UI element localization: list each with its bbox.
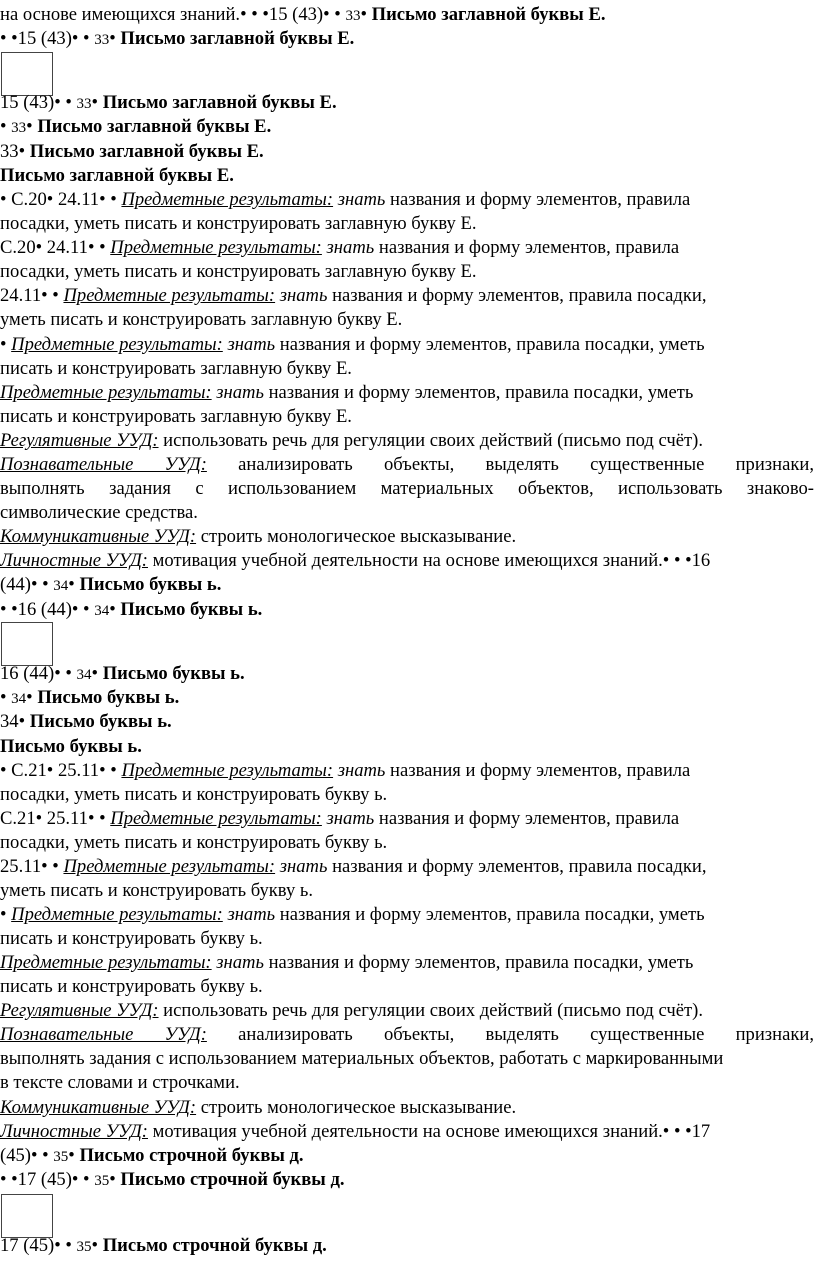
lesson-title: Письмо буквы ь. — [0, 736, 142, 757]
body-text: использовать речь для регуляции своих действий (письмо под счёт). — [158, 1000, 703, 1021]
paragraph-line — [0, 357, 352, 380]
body-text: посадки, уметь писать и конструировать букву ь. — [0, 832, 388, 853]
bullet: • — [91, 1235, 103, 1256]
lesson-title: Письмо буквы ь. — [29, 711, 172, 732]
body-text: строить монологическое высказывание. — [196, 1097, 517, 1118]
body-text: анализировать объекты, выделять существенные признаки, — [206, 1024, 814, 1045]
italic-word: знать — [216, 952, 264, 973]
prefix: • — [0, 904, 12, 925]
section-label: Познавательные УУД: — [0, 454, 207, 475]
body-text: названия и форму элементов, правила посадки, — [327, 285, 707, 306]
italic-word: знать — [326, 808, 375, 829]
prefix: • •17 (45)• • — [0, 1169, 95, 1190]
bullet: • — [109, 28, 121, 49]
paragraph-line — [0, 1047, 723, 1070]
paragraph-line — [0, 951, 693, 974]
lesson-heading — [0, 598, 262, 623]
paragraph-line — [0, 1096, 516, 1119]
paragraph-line — [0, 381, 693, 404]
bullet: • — [68, 574, 80, 595]
bullet: • — [26, 687, 38, 708]
paragraph-line — [0, 999, 703, 1022]
lesson-title: Письмо буквы ь. — [79, 574, 222, 595]
italic-word: знать — [279, 856, 328, 877]
section-label: Личностные УУД: — [0, 550, 148, 571]
section-label: Предметные результаты: — [121, 760, 334, 781]
paragraph-line — [0, 501, 198, 524]
section-label: Предметные результаты: — [0, 382, 212, 403]
section-label: Предметные результаты: — [63, 856, 276, 877]
empty-box — [1, 622, 53, 666]
bullet: • — [91, 663, 103, 684]
lesson-number: 35 — [53, 1149, 69, 1165]
paragraph-line — [0, 831, 387, 854]
prefix: С.21• 25.11• • — [0, 808, 111, 829]
prefix: на основе имеющихся знаний.• • •15 (43)• • — [0, 4, 346, 25]
lesson-heading — [0, 710, 172, 733]
body-text: названия и форму элементов, правила посадки, уметь — [275, 334, 705, 355]
section-label: Предметные результаты: — [110, 237, 322, 258]
lesson-title: Письмо заглавной буквы Е. — [102, 92, 337, 113]
section-label: Предметные результаты: — [63, 285, 276, 306]
section-label: Предметные результаты: — [121, 189, 334, 210]
body-text: названия и форму элементов, правила посадки, уметь — [275, 904, 705, 925]
section-label: Предметные результаты: — [0, 952, 212, 973]
bullet: • — [109, 1169, 121, 1190]
lesson-number: 33 — [11, 120, 27, 136]
italic-word: знать — [216, 382, 264, 403]
lesson-title: Письмо строчной буквы д. — [120, 1169, 345, 1190]
body-text: символические средства. — [0, 502, 198, 523]
body-text: в тексте словами и строчками. — [0, 1072, 240, 1093]
body-text: использовать речь для регуляции своих действий (письмо под счёт). — [158, 430, 703, 451]
paragraph-line — [0, 975, 263, 998]
section-label: Коммуникативные УУД: — [0, 526, 197, 547]
paragraph-line — [0, 1071, 240, 1094]
italic-word: знать — [227, 904, 276, 925]
section-label: Предметные результаты: — [110, 808, 322, 829]
paragraph-line — [0, 188, 690, 211]
body-text: уметь писать и конструировать заглавную букву Е. — [0, 309, 403, 330]
empty-box — [1, 52, 53, 96]
paragraph-line — [0, 759, 690, 782]
empty-box — [1, 1194, 53, 1238]
lesson-heading — [0, 115, 271, 140]
body-text: мотивация учебной деятельности на основе имеющихся знаний.• • •16 — [147, 550, 711, 571]
lesson-heading — [0, 573, 221, 598]
body-text: названия и форму элементов, правила посадки, — [327, 856, 707, 877]
lesson-heading — [0, 140, 264, 163]
lesson-heading — [0, 1234, 327, 1259]
lesson-number: 33 — [345, 8, 361, 24]
lesson-number: 33 — [94, 32, 110, 48]
lesson-heading — [0, 164, 234, 187]
lesson-title: Письмо буквы ь. — [37, 687, 180, 708]
body-text: названия и форму элементов, правила — [385, 189, 691, 210]
lesson-title: Письмо строчной буквы д. — [79, 1145, 304, 1166]
lesson-title: Письмо буквы ь. — [120, 599, 263, 620]
italic-word: знать — [337, 189, 386, 210]
lesson-title: Письмо буквы ь. — [102, 663, 245, 684]
paragraph-line — [0, 405, 352, 428]
body-text: мотивация учебной деятельности на основе имеющихся знаний.• • •17 — [147, 1121, 711, 1142]
paragraph-line — [0, 1023, 814, 1046]
lesson-heading — [0, 91, 337, 116]
prefix: • С.20• 24.11• • — [0, 189, 122, 210]
section-label: Личностные УУД: — [0, 1121, 148, 1142]
section-label: Предметные результаты: — [11, 904, 223, 925]
body-text: писать и конструировать букву ь. — [0, 928, 263, 949]
prefix: • С.21• 25.11• • — [0, 760, 122, 781]
body-text: названия и форму элементов, правила посадки, уметь — [263, 952, 694, 973]
body-text: выполнять задания с использованием материальных объектов, использовать знаково- — [0, 478, 814, 499]
paragraph-line — [0, 855, 707, 878]
paragraph-line — [0, 212, 476, 235]
lesson-number: 35 — [94, 1173, 110, 1189]
body-text: названия и форму элементов, правила — [374, 808, 680, 829]
prefix: 24.11• • — [0, 285, 64, 306]
section-label: Коммуникативные УУД: — [0, 1097, 197, 1118]
paragraph-line — [0, 807, 679, 830]
prefix: 16 (44)• • — [0, 663, 77, 684]
bullet: • — [109, 599, 121, 620]
lesson-heading — [0, 1144, 304, 1169]
paragraph-line — [0, 429, 703, 452]
paragraph-line — [0, 284, 707, 307]
italic-word: знать — [227, 334, 276, 355]
body-text: писать и конструировать заглавную букву Е. — [0, 358, 352, 379]
paragraph-line — [0, 903, 705, 926]
lesson-title: Письмо заглавной буквы Е. — [37, 116, 272, 137]
paragraph-line — [0, 879, 313, 902]
prefix: • •15 (43)• • — [0, 28, 95, 49]
paragraph-line — [0, 477, 814, 500]
lesson-heading — [0, 735, 142, 758]
prefix: 15 (43)• • — [0, 92, 77, 113]
paragraph-line — [0, 525, 516, 548]
lesson-heading — [0, 1168, 345, 1193]
body-text: названия и форму элементов, правила посадки, уметь — [263, 382, 694, 403]
lesson-number: 35 — [76, 1239, 92, 1255]
body-text: анализировать объекты, выделять существенные признаки, — [206, 454, 814, 475]
prefix: 34• — [0, 711, 30, 732]
paragraph-line — [0, 927, 263, 950]
prefix: (44)• • — [0, 574, 54, 595]
lesson-number: 34 — [53, 578, 69, 594]
bullet: • — [91, 92, 103, 113]
lesson-title: Письмо заглавной буквы Е. — [29, 141, 264, 162]
body-text: посадки, уметь писать и конструировать букву ь. — [0, 784, 388, 805]
bullet: • — [26, 116, 38, 137]
prefix: 17 (45)• • — [0, 1235, 77, 1256]
lesson-number: 34 — [94, 603, 110, 619]
paragraph-line — [0, 1120, 710, 1143]
italic-word: знать — [326, 237, 375, 258]
lesson-title: Письмо строчной буквы д. — [102, 1235, 327, 1256]
paragraph-line — [0, 783, 387, 806]
body-text: уметь писать и конструировать букву ь. — [0, 880, 314, 901]
section-label: Регулятивные УУД: — [0, 1000, 159, 1021]
body-text: выполнять задания с использованием материальных объектов, работать с маркированными — [0, 1048, 724, 1069]
lesson-heading — [0, 27, 354, 52]
italic-word: знать — [279, 285, 328, 306]
paragraph-line — [0, 549, 710, 572]
paragraph-line — [0, 333, 705, 356]
paragraph-line — [0, 308, 402, 331]
paragraph-line — [0, 236, 679, 259]
lesson-title: Письмо заглавной буквы Е. — [0, 165, 234, 186]
section-label: Познавательные УУД: — [0, 1024, 207, 1045]
prefix: 25.11• • — [0, 856, 64, 877]
body-text: строить монологическое высказывание. — [196, 526, 517, 547]
body-text: посадки, уметь писать и конструировать заглавную букву Е. — [0, 213, 477, 234]
body-text: посадки, уметь писать и конструировать заглавную букву Е. — [0, 261, 477, 282]
paragraph-line — [0, 260, 476, 283]
lesson-heading — [0, 686, 179, 711]
lesson-heading — [0, 3, 606, 28]
lesson-number: 34 — [11, 691, 27, 707]
body-text: названия и форму элементов, правила — [374, 237, 680, 258]
body-text: писать и конструировать букву ь. — [0, 976, 263, 997]
section-label: Предметные результаты: — [11, 334, 223, 355]
prefix: 33• — [0, 141, 30, 162]
lesson-heading — [0, 662, 245, 687]
prefix: • — [0, 334, 12, 355]
italic-word: знать — [337, 760, 386, 781]
lesson-number: 33 — [76, 96, 92, 112]
lesson-title: Письмо заглавной буквы Е. — [120, 28, 355, 49]
bullet: • — [360, 4, 372, 25]
prefix: С.20• 24.11• • — [0, 237, 111, 258]
prefix: • •16 (44)• • — [0, 599, 95, 620]
prefix: • — [0, 116, 12, 137]
paragraph-line — [0, 453, 814, 476]
section-label: Регулятивные УУД: — [0, 430, 159, 451]
prefix: • — [0, 687, 12, 708]
bullet: • — [68, 1145, 80, 1166]
lesson-title: Письмо заглавной буквы Е. — [371, 4, 606, 25]
prefix: (45)• • — [0, 1145, 54, 1166]
lesson-number: 34 — [76, 667, 92, 683]
body-text: названия и форму элементов, правила — [385, 760, 691, 781]
body-text: писать и конструировать заглавную букву Е. — [0, 406, 352, 427]
